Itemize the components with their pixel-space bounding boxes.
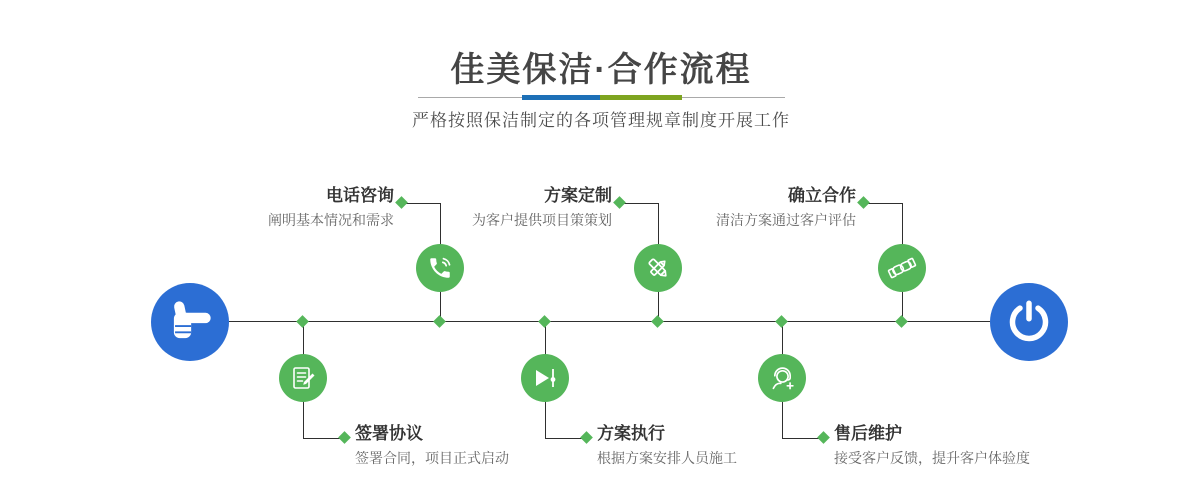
step-node-handshake: [878, 244, 926, 292]
timeline-diamond-marker: [296, 315, 309, 328]
pointing-hand-icon: [167, 299, 213, 345]
timeline-diamond-marker: [651, 315, 664, 328]
step-desc: 签署合同，项目正式启动: [355, 450, 509, 466]
phone-icon: [427, 255, 453, 281]
contract-icon: [290, 365, 316, 391]
step-node-service: [758, 354, 806, 402]
title-divider-green-accent: [600, 95, 682, 100]
step-label-after-sales: [834, 424, 1154, 467]
handshake-icon: [887, 253, 917, 283]
step-title: 方案执行: [597, 424, 665, 443]
step-desc: 为客户提供项目策策划: [472, 212, 612, 228]
timeline-diamond-marker: [895, 315, 908, 328]
start-node: [151, 283, 229, 361]
step-desc: 清洁方案通过客户评估: [716, 212, 856, 228]
step-node-play: [521, 354, 569, 402]
step-label-establish-cooperation: [576, 186, 856, 229]
label-diamond-marker: [857, 196, 870, 209]
page-subtitle: 严格按照保洁制定的各项管理规章制度开展工作: [412, 111, 790, 130]
title-divider-blue-accent: [522, 95, 600, 100]
customer-service-icon: [769, 365, 796, 392]
step-title: 电话咨询: [326, 186, 394, 205]
step-title: 售后维护: [834, 424, 902, 443]
timeline-diamond-marker: [538, 315, 551, 328]
pencil-tools-icon: [644, 254, 672, 282]
page-title: 佳美保洁·合作流程: [450, 51, 752, 89]
step-node-phone: [416, 244, 464, 292]
play-icon: [532, 365, 558, 391]
timeline-diamond-marker: [775, 315, 788, 328]
timeline-main-line: [229, 321, 990, 322]
connector-line: [864, 203, 902, 204]
step-label-plan-customize: [332, 186, 612, 229]
step-node-contract: [279, 354, 327, 402]
step-desc: 接受客户反馈，提升客户体验度: [834, 450, 1030, 466]
timeline-diamond-marker: [433, 315, 446, 328]
step-node-design: [634, 244, 682, 292]
step-title: 方案定制: [544, 186, 612, 205]
power-icon: [1007, 300, 1051, 344]
step-desc: 根据方案安排人员施工: [597, 450, 737, 466]
end-node: [990, 283, 1068, 361]
step-title: 签署协议: [355, 424, 423, 443]
step-title: 确立合作: [788, 186, 856, 205]
label-diamond-marker: [338, 431, 351, 444]
step-desc: 阐明基本情况和需求: [268, 212, 394, 228]
